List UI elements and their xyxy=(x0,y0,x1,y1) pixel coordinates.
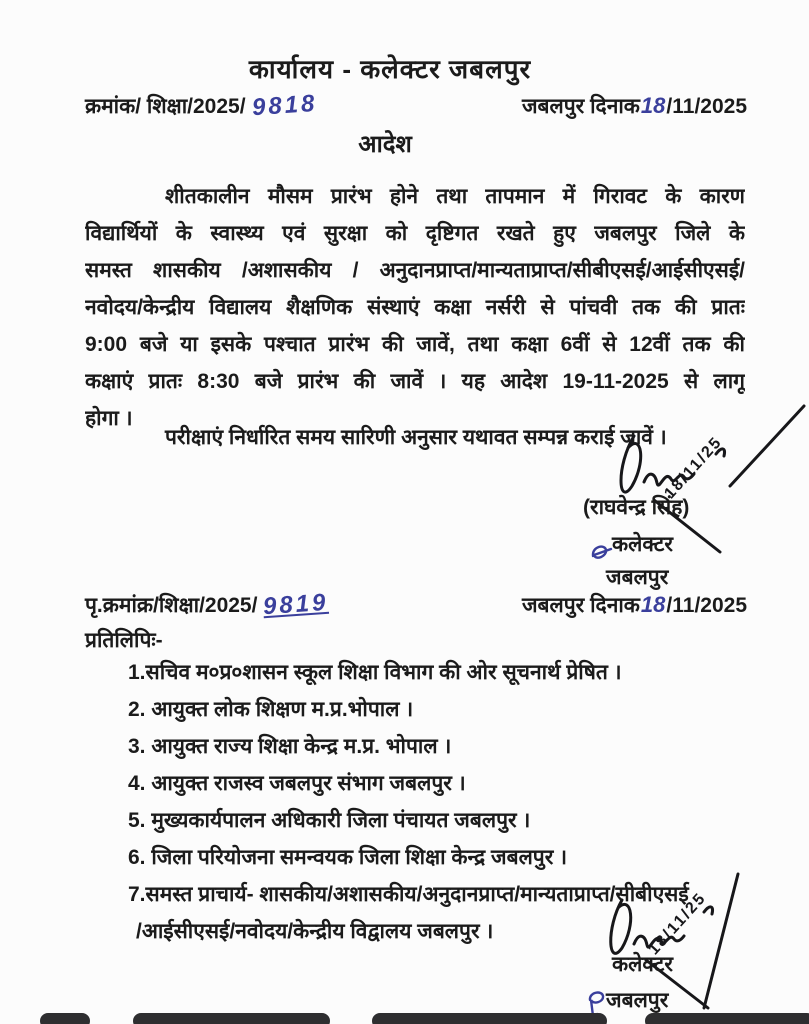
endorsement-ref-label: पृ.क्रमांक्र/शिक्षा/2025/ xyxy=(85,594,258,617)
signatory-designation: कलेक्टर xyxy=(612,533,673,556)
handwritten-date-day: 18 xyxy=(640,93,666,118)
body-line: 9:00 बजे या इसके पश्चात प्रारंभ की जावें, तथा कक्षा 6वीं से 12वीं तक की xyxy=(85,333,745,356)
endorsement-ref-group xyxy=(85,588,330,621)
bottom-ui-bar xyxy=(645,1013,809,1024)
copy-item: 6. जिला परियोजना समन्वयक जिला शिक्षा केन्द्र जबलपुर । xyxy=(128,846,568,869)
ref-date-row xyxy=(85,89,747,122)
office-title: कार्यालय - कलेक्टर जबलपुर xyxy=(248,54,532,84)
copy-item: 3. आयुक्त राज्य शिक्षा केन्द्र म.प्र. भोपाल । xyxy=(128,735,452,758)
copy-item: 5. मुख्यकार्यपालन अधिकारी जिला पंचायत जबलपुर । xyxy=(128,809,531,832)
exam-note-line: परीक्षाएं निर्धारित समय सारिणी अनुसार यथावत सम्पन्न कराई जावें । xyxy=(165,426,667,449)
place-date-label: जबलपुर दिनाक xyxy=(521,594,640,617)
date-rest: /11/2025 xyxy=(666,95,747,118)
copy-item-7-line2: /आईसीएसई/नवोदय/केन्द्रीय विद्वालय जबलपुर । xyxy=(136,920,494,943)
ref-label: क्रमांक/ शिक्षा/2025/ xyxy=(85,95,246,118)
copy-item: 4. आयुक्त राजस्व जबलपुर संभाग जबलपुर । xyxy=(128,772,466,795)
copy-item: 1.सचिव म०प्र०शासन स्कूल शिक्षा विभाग की ओर सूचनार्थ प्रेषित । xyxy=(128,661,622,684)
body-line: होगा । xyxy=(85,407,133,430)
handwritten-signature-date: 18/11/25 xyxy=(661,433,726,503)
copy-list-heading: प्रतिलिपिः- xyxy=(85,629,163,652)
ref-number-group xyxy=(85,89,318,122)
place-date-label: जबलपुर दिनाक xyxy=(521,95,640,118)
bottom-ui-bar xyxy=(372,1013,607,1024)
handwritten-ref-number: 9818 xyxy=(250,89,318,122)
copy-item-7-prefix: 7.समस्त प्राचार्य- शासकीय/अशासकीय/अनुदानप्राप्त/ xyxy=(128,883,521,906)
copy-list xyxy=(128,654,768,950)
ink-initial-icon xyxy=(590,540,614,566)
bottom-ui-bar xyxy=(133,1013,330,1024)
bottom-signatory-designation: कलेक्टर xyxy=(612,953,673,976)
bottom-ui-bar xyxy=(40,1013,90,1024)
body-line: शीतकालीन मौसम प्रारंभ होने तथा तापमान में गिरावट के कारण xyxy=(165,185,745,208)
place-date-group xyxy=(522,92,747,120)
handwritten-date-day: 18 xyxy=(640,592,666,617)
body-line: कक्षाएं प्रातः 8:30 बजे प्रारंभ की जावें । यह आदेश 19-11-2025 से लागू xyxy=(85,370,745,393)
endorsement-place-date-group xyxy=(522,591,747,619)
order-heading: आदेश xyxy=(358,131,412,158)
endorsement-ref-date-row xyxy=(85,588,747,621)
handwritten-signature-date: 18/11/25 xyxy=(645,889,710,959)
copy-item-7-bold: मान्यताप्राप्त/सीबीएसई xyxy=(520,883,689,906)
signatory-name: (राघवेन्द्र सिंह) xyxy=(583,496,690,519)
signatory-place: जबलपुर xyxy=(606,566,669,589)
date-rest: /11/2025 xyxy=(666,594,747,617)
order-body-paragraph xyxy=(85,178,745,437)
body-line: नवोदय/केन्द्रीय विद्यालय शैक्षणिक संस्थाएं कक्षा नर्सरी से पांचवी तक की प्रातः xyxy=(85,296,745,319)
body-line: समस्त शासकीय /अशासकीय / अनुदानप्राप्त/मान्यताप्राप्त/सीबीएसई/आईसीएसई/ xyxy=(85,259,745,282)
copy-item: 2. आयुक्त लोक शिक्षण म.प्र.भोपाल । xyxy=(128,698,414,721)
bottom-signatory-place: जबलपुर xyxy=(606,989,669,1012)
body-line: विद्यार्थियों के स्वास्थ्य एवं सुरक्षा को दृष्टिगत रखते हुए जबलपुर जिले के xyxy=(85,222,745,245)
handwritten-ref-number: 9819 xyxy=(262,588,330,621)
